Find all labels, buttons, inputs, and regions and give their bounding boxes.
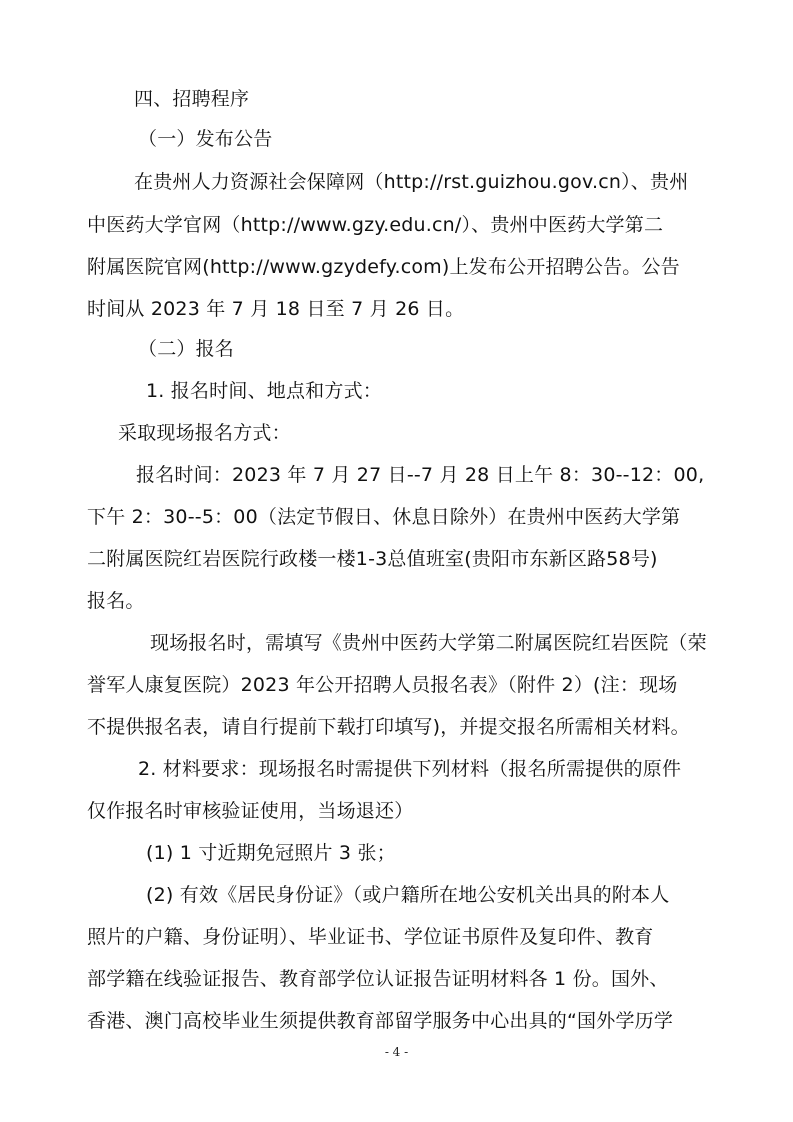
subsection-heading-announcement: （一）发布公告	[138, 128, 273, 150]
list-item-heading: 1. 报名时间、地点和方式：	[146, 380, 382, 402]
paragraph-line: 不提供报名表，请自行提前下载打印填写)，并提交报名所需相关材料。	[87, 716, 690, 738]
page-number: - 4 -	[384, 1045, 409, 1059]
paragraph-line: 时间从 2023 年 7 月 18 日至 7 月 26 日。	[87, 298, 465, 320]
paragraph-line: 誉军人康复医院）2023 年公开招聘人员报名表》（附件 2）(注：现场	[87, 674, 678, 696]
paragraph-line: 照片的户籍、身份证明）、毕业证书、学位证书原件及复印件、教育	[87, 926, 654, 948]
paragraph-line: 附属医院官网(http://www.gzydefy.com)上发布公开招聘公告。公告	[87, 256, 680, 278]
paragraph-line: 采取现场报名方式：	[118, 422, 291, 444]
paragraph-line: 下午 2：30--5：00（法定节假日、休息日除外）在贵州中医药大学第	[87, 506, 681, 528]
paragraph-line: 报名时间：2023 年 7 月 27 日--7 月 28 日上午 8：30--12：00,	[136, 464, 705, 486]
paragraph-line: 中医药大学官网（http://www.gzy.edu.cn/）、贵州中医药大学第二	[87, 214, 664, 236]
section-heading-recruitment-procedure: 四、招聘程序	[134, 88, 250, 110]
list-item: (1) 1 寸近期免冠照片 3 张；	[146, 842, 396, 864]
paragraph-line: 报名。	[87, 590, 145, 612]
paragraph-line: 现场报名时，需填写《贵州中医药大学第二附属医院红岩医院（荣	[150, 632, 707, 654]
paragraph-line: 二附属医院红岩医院行政楼一楼1-3总值班室(贵阳市东新区路58号)	[87, 548, 658, 570]
list-item: (2) 有效《居民身份证》（或户籍所在地公安机关出具的附本人	[146, 884, 670, 906]
list-item-heading: 2. 材料要求：现场报名时需提供下列材料（报名所需提供的原件	[138, 758, 682, 780]
subsection-heading-registration: （二）报名	[138, 338, 235, 360]
paragraph-line: 仅作报名时审核验证使用，当场退还）	[87, 800, 414, 822]
paragraph-line: 在贵州人力资源社会保障网（http://rst.guizhou.gov.cn）、贵州	[134, 171, 689, 193]
paragraph-line: 香港、澳门高校毕业生须提供教育部留学服务中心出具的“国外学历学	[87, 1010, 674, 1032]
paragraph-line: 部学籍在线验证报告、教育部学位认证报告证明材料各 1 份。国外、	[87, 968, 669, 990]
